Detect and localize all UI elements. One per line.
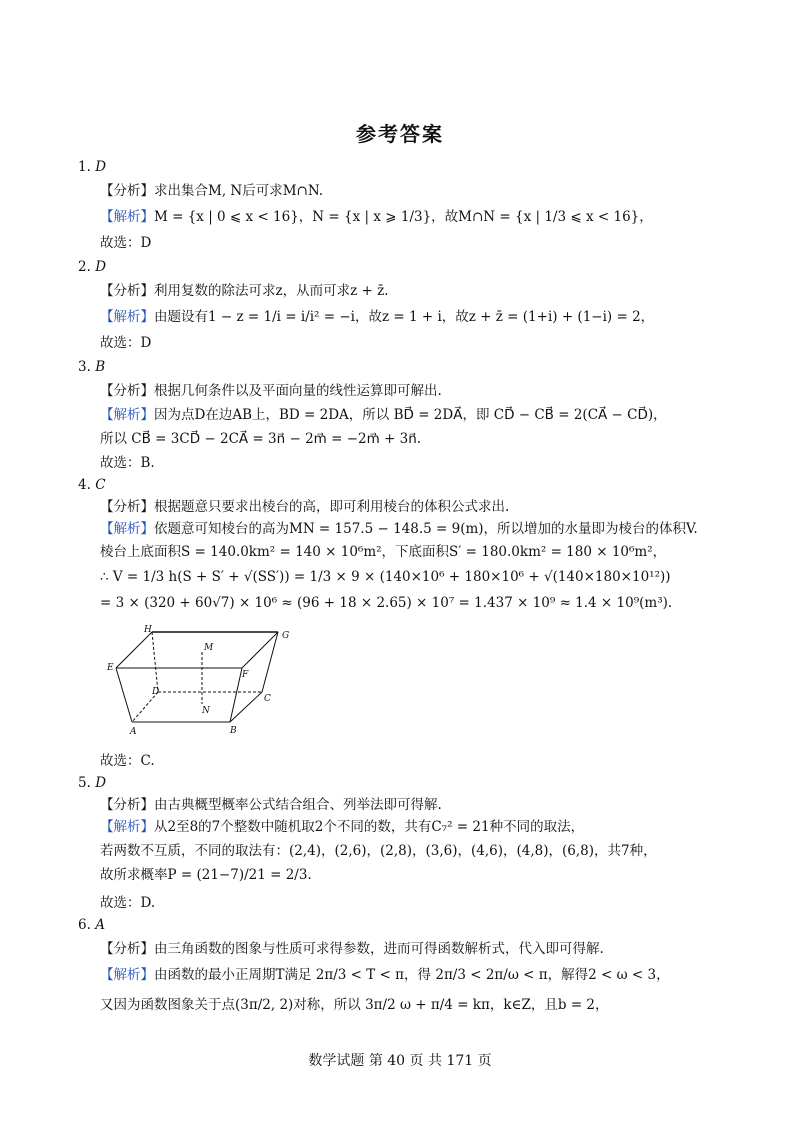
item-6-answer: 6. A xyxy=(78,917,105,933)
frustum-figure xyxy=(104,620,304,740)
item-2-solution: 【解析】由题设有1 − z = 1/i = i/i² = −i，故z = 1 + i，故z + z̄ = (1+i) + (1−i) = 2， xyxy=(100,309,655,325)
item-5-solution: 【解析】从2至8的7个整数中随机取2个不同的数，共有C₇² = 21种不同的取法， xyxy=(100,819,585,835)
edge-GF xyxy=(242,632,278,668)
item-6-line-2: 又因为函数图象关于点(3π/2, 2)对称，所以 3π/2 ω + π/4 = kπ，k∈Z，且b = 2， xyxy=(100,997,609,1013)
item-5-line-3: 故所求概率P = (21−7)/21 = 2/3. xyxy=(100,867,312,883)
item-3-answer: 3. B xyxy=(78,359,106,375)
item-2-analysis: 【分析】利用复数的除法可求z，从而可求z + z̄. xyxy=(100,283,389,299)
page-footer: 数学试题 第 40 页 共 171 页 xyxy=(308,1053,492,1069)
label-F: F xyxy=(242,670,249,680)
item-6-solution: 【解析】由函数的最小正周期T满足 2π/3 < T < π，得 2π/3 < 2π/ω < π，解得2 < ω < 3， xyxy=(100,967,670,983)
edge-HD xyxy=(152,632,158,692)
item-3-analysis: 【分析】根据几何条件以及平面向量的线性运算即可解出. xyxy=(100,383,442,399)
item-3-conclusion: 故选：B. xyxy=(100,455,155,471)
item-1-analysis: 【分析】求出集合M, N后可求M∩N. xyxy=(100,183,324,199)
label-M: M xyxy=(204,643,214,653)
page-title: 参考答案 xyxy=(356,122,444,146)
item-4-line-4: = 3 × (320 + 60√7) × 10⁶ ≈ (96 + 18 × 2.65) × 10⁷ = 1.437 × 10⁹ ≈ 1.4 × 10⁹(m³). xyxy=(100,595,673,611)
item-4-line-3: ∴ V = 1/3 h(S + S′ + √(SS′)) = 1/3 × 9 × (140×10⁶ + 180×10⁶ + √(140×180×10¹²)) xyxy=(100,569,671,585)
item-5-analysis: 【分析】由古典概型概率公式结合组合、列举法即可得解. xyxy=(100,797,442,813)
item-3-line-2: 所以 CB⃗ = 3CD⃗ − 2CA⃗ = 3n⃗ − 2m⃗ = −2m⃗ + 3n⃗. xyxy=(100,431,422,447)
edge-BC xyxy=(230,692,262,722)
item-4-answer: 4. C xyxy=(78,477,106,493)
label-D: D xyxy=(152,687,160,697)
item-1-answer: 1. D xyxy=(78,159,107,175)
item-6-analysis: 【分析】由三角函数的图象与性质可求得参数，进而可得函数解析式，代入即可得解. xyxy=(100,941,604,957)
item-2-answer: 2. D xyxy=(78,259,107,275)
label-H: H xyxy=(144,625,152,635)
edge-EA xyxy=(116,668,132,722)
label-N: N xyxy=(202,706,210,716)
item-4-line-2: 棱台上底面积S = 140.0km² = 140 × 10⁶m²，下底面积S′ = 180.0km² = 180 × 10⁶m²， xyxy=(100,544,667,560)
edge-HE xyxy=(116,632,152,668)
edge-FB xyxy=(230,668,242,722)
item-5-answer: 5. D xyxy=(78,775,107,791)
item-1-conclusion: 故选：D xyxy=(100,235,152,251)
edge-GC xyxy=(262,632,278,692)
label-A: A xyxy=(130,727,137,737)
item-5-line-2: 若两数不互质，不同的取法有：(2,4)，(2,6)，(2,8)，(3,6)，(4,6)，(4,8)，(6,8)，共7种， xyxy=(100,843,657,859)
item-1-solution: 【解析】M = {x | 0 ⩽ x < 16}，N = {x | x ⩾ 1/3}，故M∩N = {x | 1/3 ⩽ x < 16}， xyxy=(100,209,653,225)
label-C: C xyxy=(264,694,271,704)
item-5-conclusion: 故选：D. xyxy=(100,895,156,911)
item-2-conclusion: 故选：D xyxy=(100,335,152,351)
label-E: E xyxy=(107,663,114,673)
label-G: G xyxy=(282,631,290,641)
item-4-solution: 【解析】依题意可知棱台的高为MN = 157.5 − 148.5 = 9(m)，所以增加的水量即为棱台的体积V. xyxy=(100,521,698,537)
item-4-analysis: 【分析】根据题意只要求出棱台的高，即可利用棱台的体积公式求出. xyxy=(100,499,510,515)
label-B: B xyxy=(230,726,237,736)
item-3-solution: 【解析】因为点D在边AB上，BD = 2DA，所以 BD⃗ = 2DA⃗，即 CD⃗ − CB⃗ = 2(CA⃗ − CD⃗)， xyxy=(100,407,667,423)
item-4-conclusion: 故选：C. xyxy=(100,753,155,769)
